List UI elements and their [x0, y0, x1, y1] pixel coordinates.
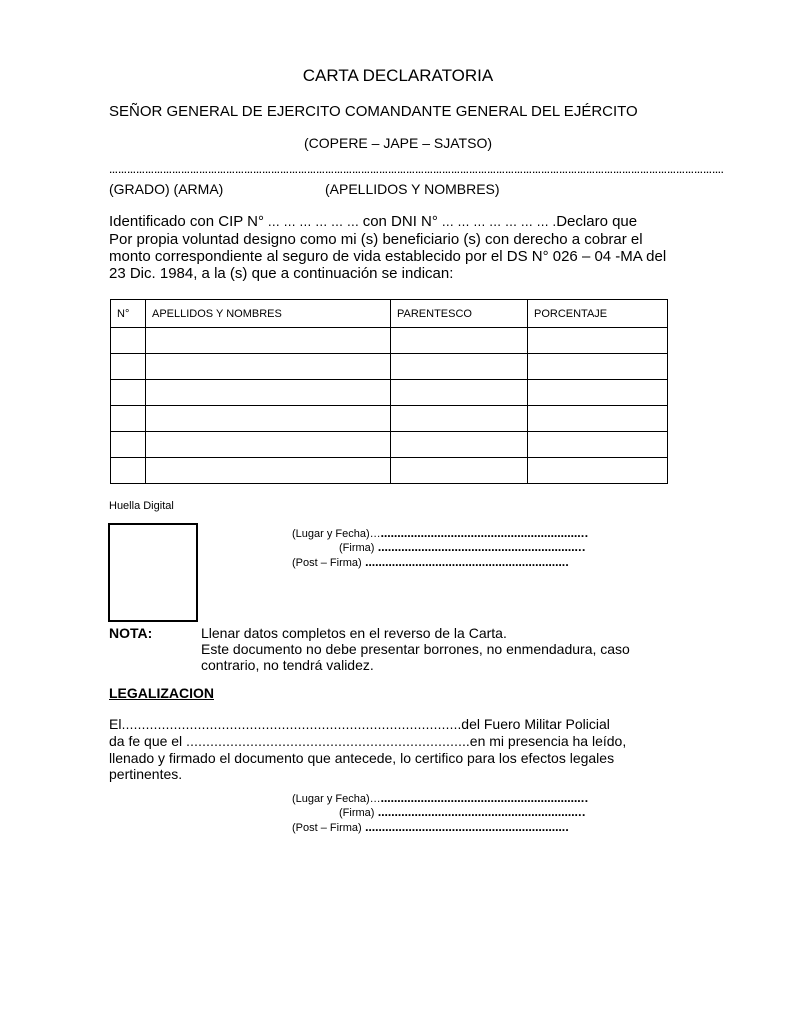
table-cell[interactable]: [391, 354, 528, 380]
dni-fill: … … … … … … … .: [437, 215, 557, 229]
legalization-text: [109, 716, 626, 782]
units-line: (COPERE – JAPE – SJATSO): [303, 135, 492, 151]
table-cell[interactable]: [111, 432, 146, 458]
table-cell[interactable]: [391, 458, 528, 484]
table-cell[interactable]: [391, 380, 528, 406]
grado-arma-label: (GRADO) (ARMA): [109, 181, 224, 197]
declaration-line-3: monto correspondiente al seguro de vida establecido por el DS N° 026 – 04 -MA del: [109, 248, 667, 265]
apellidos-nombres-label: (APELLIDOS Y NOMBRES): [325, 181, 500, 197]
table-header-row: [111, 300, 668, 328]
legalization-line-1: [109, 716, 626, 733]
signature-label-2: (Firma): [339, 807, 375, 819]
legalization-line-3: llenado y firmado el documento que antecede, lo certifico para los efectos legales: [109, 750, 615, 766]
table-row: [111, 406, 668, 432]
table-cell[interactable]: [528, 458, 668, 484]
declaration-line-2: Por propia voluntad designo como mi (s) beneficiario (s) con derecho a cobrar el: [109, 231, 643, 248]
fingerprint-label: Huella Digital: [109, 500, 174, 512]
cip-label: Identificado con CIP N°: [109, 213, 264, 230]
table-cell[interactable]: [111, 328, 146, 354]
declaro-text: Declaro que: [556, 213, 638, 230]
table-row: [111, 328, 668, 354]
table-cell[interactable]: [391, 406, 528, 432]
signature-label: (Firma): [339, 542, 375, 554]
table-cell[interactable]: [146, 458, 391, 484]
legalization-da-fe: da fe que el: [109, 733, 183, 749]
document-title: CARTA DECLARATORIA: [302, 66, 494, 85]
dni-label: con DNI N°: [362, 213, 438, 230]
table-row: [111, 380, 668, 406]
place-date-line-2: [292, 793, 588, 805]
post-signature-fill-2: …………………………………………………….: [361, 823, 569, 834]
table-row: [111, 458, 668, 484]
note-line-1: Llenar datos completos en el reverso de la Carta.: [201, 625, 507, 641]
post-signature-line: [292, 557, 569, 569]
place-date-fill-2: ……………………………………………………..: [380, 794, 589, 805]
column-header-relationship: PARENTESCO: [391, 300, 528, 328]
legalization-el: El: [109, 716, 122, 732]
legalization-line-2: [109, 733, 626, 750]
legalization-heading: LEGALIZACION: [109, 685, 214, 701]
table-cell[interactable]: [528, 328, 668, 354]
note-label: NOTA:: [109, 625, 153, 641]
table-cell[interactable]: [146, 380, 391, 406]
declaration-line-4: 23 Dic. 1984, a la (s) que a continuación se indican:: [109, 265, 454, 282]
note-line-3: contrario, no tendrá validez.: [201, 657, 374, 673]
legalization-fuero: del Fuero Militar Policial: [461, 716, 610, 732]
table-cell[interactable]: [528, 354, 668, 380]
column-header-percentage: PORCENTAJE: [528, 300, 668, 328]
declaration-paragraph: [109, 213, 699, 282]
column-header-number: N°: [111, 300, 146, 328]
post-signature-label: (Post – Firma): [292, 557, 362, 569]
table-row: [111, 354, 668, 380]
table-cell[interactable]: [146, 432, 391, 458]
legalization-fill-2: ……………………………………………………………: [182, 735, 462, 749]
signature-line-2: [339, 807, 586, 819]
legalization-presence: ..en mi presencia ha leído,: [462, 733, 627, 749]
addressee: SEÑOR GENERAL DE EJERCITO COMANDANTE GENERAL DEL EJÉRCITO: [109, 103, 638, 120]
table-cell[interactable]: [111, 380, 146, 406]
post-signature-label-2: (Post – Firma): [292, 822, 362, 834]
signature-fill-2: ……………………………………………………..: [374, 808, 586, 819]
legalization-fill-1: ………………………………………………………………………….: [121, 718, 462, 732]
table-cell[interactable]: [146, 328, 391, 354]
table-cell[interactable]: [111, 458, 146, 484]
table-cell[interactable]: [528, 406, 668, 432]
table-row: [111, 432, 668, 458]
note-line-2: Este documento no debe presentar borrones, no enmendadura, caso: [201, 641, 630, 657]
post-signature-line-2: [292, 822, 569, 834]
place-date-fill: ……………………………………………………..: [380, 529, 589, 540]
table-cell[interactable]: [528, 432, 668, 458]
cip-fill: … … … … … …: [263, 215, 363, 229]
table-cell[interactable]: [528, 380, 668, 406]
place-date-label: (Lugar y Fecha)…: [292, 528, 381, 540]
name-fill-line: …………………………………………………………………………………………………………………………………………………………………………………….: [109, 165, 724, 175]
table-cell[interactable]: [111, 406, 146, 432]
place-date-line: [292, 528, 588, 540]
post-signature-fill: …………………………………………………….: [361, 558, 569, 569]
table-cell[interactable]: [146, 406, 391, 432]
fingerprint-box: [108, 523, 198, 622]
legalization-line-4: pertinentes.: [109, 766, 183, 782]
table-cell[interactable]: [146, 354, 391, 380]
column-header-name: APELLIDOS Y NOMBRES: [146, 300, 391, 328]
place-date-label-2: (Lugar y Fecha)…: [292, 793, 381, 805]
beneficiaries-table: [110, 299, 668, 484]
table-cell[interactable]: [391, 328, 528, 354]
signature-fill: ……………………………………………………..: [374, 543, 586, 554]
table-cell[interactable]: [111, 354, 146, 380]
table-cell[interactable]: [391, 432, 528, 458]
signature-line: [339, 542, 586, 554]
note-text: [201, 625, 630, 673]
declaration-line-1: [109, 213, 699, 231]
